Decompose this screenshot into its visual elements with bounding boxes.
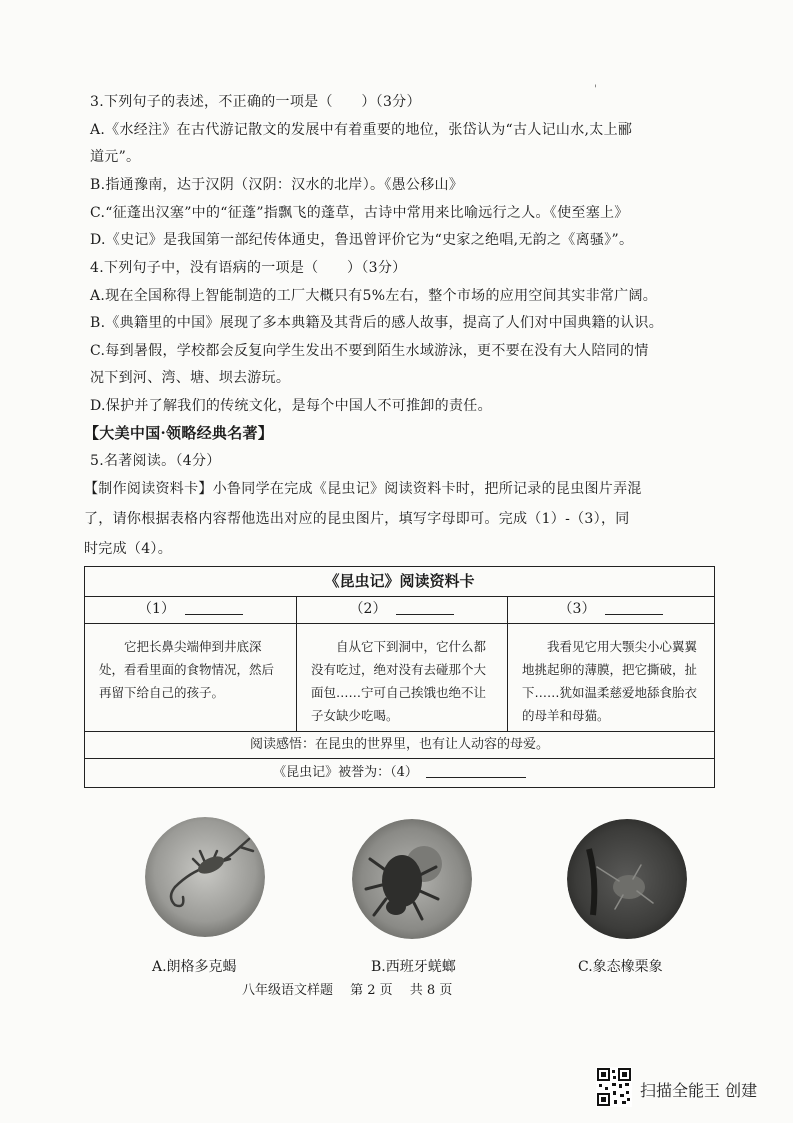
card-text-3: 我看见它用大颚尖小心翼翼地挑起卵的薄膜，把它撕破，扯下……犹如温柔慈爱地舔食胎衣的母羊和母猫。 — [522, 639, 698, 723]
answer-blank-2[interactable] — [396, 600, 454, 615]
q5-intro-1: 【制作阅读资料卡】小鲁同学在完成《昆虫记》阅读资料卡时，把所记录的昆虫图片弄混 — [84, 481, 642, 497]
q3-option-a: A.《水经注》在古代游记散文的发展中有着重要的地位，张岱认为“古人记山水,太上郦 — [90, 122, 633, 138]
card-body-2 — [297, 623, 508, 731]
q3-stem: 3.下列句子的表述，不正确的一项是（ ）（3分） — [90, 94, 421, 110]
image-caption-c: C.象态橡栗象 — [578, 959, 663, 975]
page-footer: 八年级语文样题 第 2 页 共 8 页 — [242, 983, 453, 998]
q4-option-d: D.保护并了解我们的传统文化，是每个中国人不可推卸的责任。 — [90, 398, 492, 414]
card-praise-row — [85, 758, 714, 787]
q5-intro-2: 了，请你根据表格内容帮他选出对应的昆虫图片，填写字母即可。完成（1）-（3），同 — [84, 511, 630, 527]
scanner-brand: 扫描全能王 创建 — [640, 1081, 758, 1100]
qr-code-icon — [596, 1067, 632, 1107]
scorpion-photo — [145, 817, 265, 937]
q3-option-b: B.指通豫南，达于汉阴（汉阴：汉水的北岸）。《愚公移山》 — [90, 177, 464, 193]
card-title: 《昆虫记》阅读资料卡 — [85, 567, 714, 597]
q3-option-d: D.《史记》是我国第一部纪传体通史，鲁迅曾评价它为“史家之绝唱,无韵之《离骚》”。 — [90, 232, 634, 248]
answer-blank-4[interactable] — [426, 763, 526, 778]
q5-intro-3: 时完成（4）。 — [84, 541, 173, 557]
card-head-3 — [508, 596, 714, 623]
card-head-3-label: （3） — [558, 601, 596, 617]
card-body-1 — [85, 623, 297, 731]
card-head-2 — [297, 596, 508, 623]
q5-stem: 5.名著阅读。（4分） — [90, 453, 221, 469]
card-praise: 《昆虫记》被誉为：（4） — [273, 765, 418, 780]
image-caption-a: A.朗格多克蝎 — [152, 959, 237, 975]
card-head-1 — [85, 596, 297, 623]
card-text-2: 自从它下到洞中，它什么都没有吃过，绝对没有去碰那个大面包……宁可自己挨饿也绝不让子女缺少吃喝。 — [311, 639, 487, 723]
card-text-1: 它把长鼻尖端伸到井底深处，看看里面的食物情况，然后再留下给自己的孩子。 — [99, 639, 275, 700]
acorn-weevil-photo — [567, 819, 687, 939]
card-header-row — [85, 596, 714, 624]
reading-card-table — [84, 566, 715, 788]
stray-mark: ' — [594, 84, 597, 95]
q4-option-a: A.现在全国称得上智能制造的工厂大概只有5%左右，整个市场的应用空间其实非常广阔。 — [90, 288, 658, 304]
card-body-row — [85, 623, 714, 732]
q4-option-c-cont: 况下到河、湾、塘、坝去游玩。 — [90, 370, 291, 386]
card-body-3 — [508, 623, 714, 731]
q4-option-c: C.每到暑假，学校都会反复向学生发出不要到陌生水域游泳，更不要在没有大人陪同的情 — [90, 343, 649, 359]
card-head-2-label: （2） — [349, 601, 387, 617]
q4-stem: 4.下列句子中，没有语病的一项是（ ）（3分） — [90, 260, 407, 276]
card-feeling: 阅读感悟：在昆虫的世界里，也有让人动容的母爱。 — [85, 731, 714, 759]
answer-blank-1[interactable] — [185, 600, 243, 615]
answer-blank-3[interactable] — [605, 600, 663, 615]
q3-option-c: C.“征蓬出汉塞”中的“征蓬”指飘飞的蓬草，古诗中常用来比喻远行之人。《使至塞上》 — [90, 205, 629, 221]
dung-beetle-photo — [352, 819, 472, 939]
section-title: 【大美中国·领略经典名著】 — [84, 424, 274, 442]
q4-option-b: B.《典籍里的中国》展现了多本典籍及其背后的感人故事，提高了人们对中国典籍的认识。 — [90, 315, 664, 331]
q3-option-a-cont: 道元”。 — [90, 149, 141, 165]
card-head-1-label: （1） — [138, 601, 175, 617]
image-caption-b: B.西班牙蜣螂 — [371, 959, 456, 975]
